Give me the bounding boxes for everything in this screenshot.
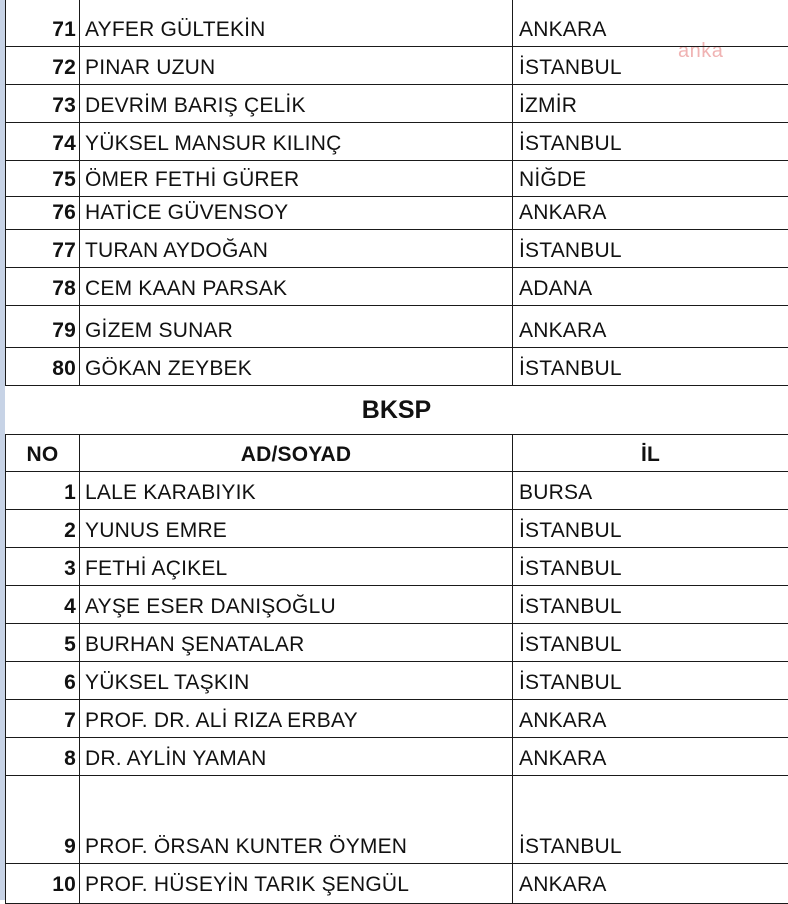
row-number: 75 [52,168,76,191]
table-row [5,230,788,268]
person-name: PROF. DR. ALİ RIZA ERBAY [85,709,358,732]
table-row [5,510,788,548]
row-number: 4 [64,595,76,618]
table-row [5,548,788,586]
row-number: 2 [64,519,76,542]
table-row [5,306,788,348]
person-name: GÖKAN ZEYBEK [85,357,252,380]
header-city: İL [640,443,661,466]
name-cell [80,306,513,348]
name-cell [80,738,513,776]
table-row [5,348,788,386]
city-cell [513,47,788,85]
table-row [5,197,788,230]
table-row [5,864,788,904]
city-cell [513,85,788,123]
row-number: 80 [52,357,76,380]
person-name: DR. AYLİN YAMAN [85,747,267,770]
city-name: ANKARA [519,319,607,342]
table-row [5,0,788,47]
city-cell [513,700,788,738]
city-cell [513,230,788,268]
table-row [5,123,788,161]
name-cell [80,47,513,85]
row-number: 74 [52,132,76,155]
row-number: 73 [52,94,76,117]
row-number: 77 [52,239,76,262]
row-number: 72 [52,56,76,79]
row-number-cell [5,586,80,624]
row-number: 7 [64,709,76,732]
city-name: İSTANBUL [519,595,622,618]
row-number-cell [5,47,80,85]
row-number-cell [5,85,80,123]
city-name: İZMİR [519,94,578,117]
city-cell [513,197,788,230]
row-number-cell [5,864,80,904]
person-name: YÜKSEL MANSUR KILINÇ [85,132,342,155]
city-name: İSTANBUL [519,671,622,694]
city-name: İSTANBUL [519,56,622,79]
city-cell [513,161,788,197]
city-name: NİĞDE [519,168,587,191]
name-cell [80,624,513,662]
city-cell [513,268,788,306]
name-cell [80,161,513,197]
person-name: AYFER GÜLTEKİN [85,18,266,41]
name-cell [80,548,513,586]
row-number-cell [5,738,80,776]
city-cell [513,548,788,586]
row-number-cell [5,123,80,161]
row-number-cell [5,548,80,586]
city-cell [513,738,788,776]
row-number: 78 [52,277,76,300]
name-cell [80,662,513,700]
row-number-cell [5,230,80,268]
person-name: LALE KARABIYIK [85,481,256,504]
row-number-cell [5,0,80,47]
row-number-cell [5,700,80,738]
watermark-logo: anka [678,40,724,62]
city-name: ANKARA [519,18,607,41]
city-name: İSTANBUL [519,132,622,155]
table-row [5,700,788,738]
city-cell [513,472,788,510]
person-name: DEVRİM BARIŞ ÇELİK [85,94,306,117]
row-number-cell [5,510,80,548]
row-number: 71 [52,18,76,41]
name-cell [80,510,513,548]
city-name: BURSA [519,481,593,504]
row-number-cell [5,197,80,230]
name-cell [80,586,513,624]
person-name: CEM KAAN PARSAK [85,277,288,300]
city-name: ANKARA [519,873,607,896]
city-name: ADANA [519,277,593,300]
row-number-cell [5,268,80,306]
name-cell [80,472,513,510]
person-name: ÖMER FETHİ GÜRER [85,168,300,191]
row-number: 10 [52,873,76,896]
row-number: 79 [52,319,76,342]
city-cell [513,586,788,624]
header-no: NO [26,443,59,466]
table-row [5,586,788,624]
name-cell [80,700,513,738]
city-name: ANKARA [519,747,607,770]
person-name: BURHAN ŞENATALAR [85,633,305,656]
person-name: HATİCE GÜVENSOY [85,201,289,224]
row-number: 3 [64,557,76,580]
row-number: 8 [64,747,76,770]
row-number-cell [5,662,80,700]
row-number: 1 [64,481,76,504]
city-cell [513,624,788,662]
person-name: GİZEM SUNAR [85,319,234,342]
city-cell [513,776,788,864]
name-cell [80,776,513,864]
row-number-cell [5,348,80,386]
table-row [5,472,788,510]
table-row [5,161,788,197]
row-number-cell [5,776,80,864]
city-name: ANKARA [519,709,607,732]
row-number-cell [5,161,80,197]
row-number-cell [5,472,80,510]
city-cell [513,306,788,348]
name-cell [80,230,513,268]
city-cell [513,348,788,386]
person-name: TURAN AYDOĞAN [85,239,269,262]
city-cell [513,510,788,548]
person-name: FETHİ AÇIKEL [85,557,228,580]
person-name: PROF. HÜSEYİN TARIK ŞENGÜL [85,873,410,896]
person-name: PINAR UZUN [85,56,216,79]
city-name: İSTANBUL [519,835,622,858]
row-number: 9 [64,835,76,858]
name-cell [80,197,513,230]
city-cell [513,0,788,47]
table-row [5,268,788,306]
header-name-cell [80,435,513,472]
table-row [5,662,788,700]
city-name: ANKARA [519,201,607,224]
name-cell [80,268,513,306]
row-number: 5 [64,633,76,656]
person-name: AYŞE ESER DANIŞOĞLU [85,595,336,618]
name-cell [80,123,513,161]
table-row [5,85,788,123]
city-cell [513,662,788,700]
name-cell [80,864,513,904]
table-row [5,738,788,776]
row-number-cell [5,624,80,662]
person-name: YUNUS EMRE [85,519,228,542]
city-name: İSTANBUL [519,519,622,542]
name-cell [80,85,513,123]
city-name: İSTANBUL [519,633,622,656]
person-name: YÜKSEL TAŞKIN [85,671,250,694]
city-cell [513,123,788,161]
header-city-cell [513,435,788,472]
name-cell [80,348,513,386]
name-cell [80,0,513,47]
header-no-cell [5,435,80,472]
table-row [5,776,788,864]
city-cell [513,864,788,904]
row-number: 6 [64,671,76,694]
table-row [5,624,788,662]
section-title: BKSP [361,396,432,424]
city-name: İSTANBUL [519,239,622,262]
table-row [5,47,788,85]
person-name: PROF. ÖRSAN KUNTER ÖYMEN [85,835,408,858]
city-name: İSTANBUL [519,557,622,580]
header-name: AD/SOYAD [240,443,352,466]
row-number-cell [5,306,80,348]
city-name: İSTANBUL [519,357,622,380]
table-header-row [5,434,788,472]
row-number: 76 [52,201,76,224]
